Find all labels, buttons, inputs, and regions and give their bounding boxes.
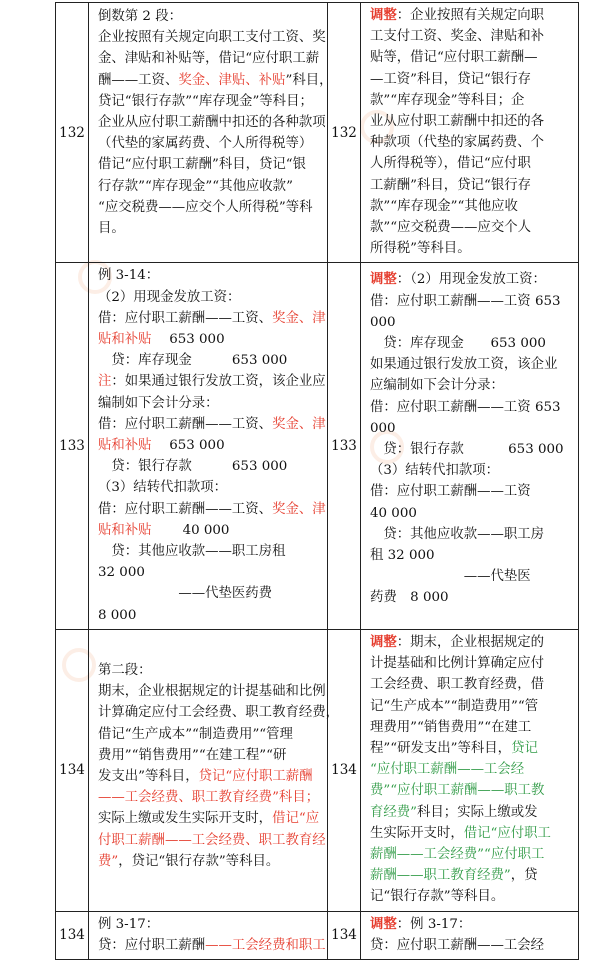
highlighted-text: 借记“应 — [272, 811, 320, 827]
text-line — [370, 460, 572, 481]
text-line — [370, 354, 572, 375]
adjustment-label: 调整 — [370, 633, 397, 650]
highlighted-text: 借记“应付职工 — [463, 825, 551, 841]
highlighted-text: 贴和补贴 — [98, 438, 152, 454]
highlighted-text: ——工会经费和职工 — [205, 937, 326, 953]
text-line — [370, 696, 572, 717]
text-line — [98, 414, 326, 435]
text-line — [370, 217, 572, 238]
revised-text-cell — [361, 263, 579, 629]
text-line — [98, 350, 321, 371]
text-line — [370, 759, 572, 780]
text-line — [370, 153, 572, 174]
text-line — [98, 456, 321, 477]
text-run: 金、津贴和补贴等，借记“应付职工薪 — [98, 51, 320, 67]
text-run: 记“生产成本”“制造费用”“管 — [370, 698, 539, 714]
text-run: 000 — [370, 314, 396, 330]
text-line — [98, 329, 321, 350]
highlighted-text: 注 — [98, 374, 112, 390]
adjustment-label: 调整 — [370, 7, 397, 23]
text-run: 贷：其他应收款——职工房租 — [98, 544, 286, 560]
text-line — [98, 91, 321, 112]
text-line — [370, 196, 572, 217]
text-run: 计算确定应付工会经费、职工教育经费， — [98, 705, 340, 721]
text-line — [370, 291, 572, 312]
text-run: 借：应付职工薪酬——工资 — [370, 484, 531, 500]
text-run: 记“银行存款”等科目。 — [370, 889, 505, 905]
text-run: 业从应付职工薪酬中扣还的各 — [370, 114, 545, 130]
text-run: 例 3-17： — [98, 916, 160, 932]
highlighted-text: 费”“应付职工薪酬——职工教 — [370, 783, 545, 799]
page-number-cell: 134 — [328, 629, 361, 911]
highlighted-text: 贷记 — [511, 740, 538, 756]
text-line — [370, 545, 572, 566]
highlighted-text: 薪酬——工会经费”“应付职工 — [370, 846, 545, 862]
text-run: 32 000 — [98, 565, 145, 581]
text-line — [370, 333, 572, 354]
text-run: 发支出”等科目， — [98, 768, 199, 784]
revised-text-cell — [361, 3, 579, 263]
text-run: “应交税费——应交个人所得税”等科 — [98, 199, 313, 215]
text-run: 653 000 — [151, 332, 225, 348]
text-run: 借：应付职工薪酬——工资 653 — [370, 293, 561, 309]
text-line — [98, 154, 321, 175]
text-run: 借：应付职工薪酬——工资 653 — [370, 399, 561, 415]
original-text-cell — [89, 263, 328, 629]
text-line — [98, 766, 321, 787]
text-run: 所得税”等科目。 — [370, 241, 471, 257]
highlighted-text: 薪酬——职工教育经费” — [370, 868, 511, 884]
text-line — [98, 914, 321, 935]
text-run: （代垫的家属药费、个人所得税等） — [98, 136, 313, 152]
text-run: 000 — [370, 420, 396, 436]
page-number-cell: 132 — [328, 3, 361, 263]
page-number-cell: 134 — [56, 911, 89, 959]
text-line — [98, 70, 333, 91]
text-line — [98, 787, 321, 808]
adjustment-label: 调整 — [370, 271, 397, 288]
text-line — [370, 418, 572, 439]
highlighted-text: 奖金、津 — [272, 416, 326, 432]
text-run: 理费用”“销售费用”“在建工 — [370, 719, 532, 735]
text-line — [370, 780, 572, 801]
text-line — [98, 371, 326, 392]
text-line — [370, 935, 572, 956]
text-line — [370, 397, 572, 418]
text-line — [370, 47, 572, 68]
text-run: 借记“生产成本”“制造费用”“管理 — [98, 726, 293, 742]
text-line — [98, 112, 326, 133]
text-run: 8 000 — [98, 607, 137, 623]
text-line — [370, 503, 572, 524]
table-row — [56, 911, 579, 959]
original-text-cell — [89, 629, 340, 911]
highlighted-text: 奖金、津贴、补贴 — [178, 72, 286, 88]
text-line — [98, 435, 321, 456]
text-run: 人所得税等），借记“应付职 — [370, 156, 531, 172]
text-run: 贷：应付职工薪酬——工会经 — [370, 937, 545, 953]
text-run: 653 000 — [151, 438, 225, 454]
text-line — [98, 6, 321, 27]
text-line — [370, 865, 572, 886]
adjustment-label: 调整 — [370, 915, 397, 932]
text-line — [98, 197, 321, 218]
highlighted-text: 贷记“应付职工薪酬 — [198, 768, 313, 784]
text-run: 借：应付职工薪酬——工资、 — [98, 310, 273, 326]
text-run: 例 3-14： — [98, 268, 160, 284]
text-run: ，贷记“银行存款”等科目。 — [118, 853, 280, 869]
text-line — [370, 90, 572, 111]
table-row — [56, 629, 579, 911]
text-line — [98, 808, 321, 829]
text-line — [370, 175, 572, 196]
text-run: 借记“应付职工薪酬”科目，贷记“银 — [98, 157, 307, 173]
text-run: 药费 8 000 — [370, 590, 449, 606]
text-run: 贷：银行存款 653 000 — [370, 442, 564, 458]
revised-text-cell — [361, 629, 579, 911]
page-number-cell: 132 — [56, 3, 89, 263]
highlighted-text: “应付职工薪酬——工会经 — [370, 762, 525, 778]
highlighted-text: 费” — [98, 853, 119, 869]
text-line — [370, 886, 572, 907]
text-line — [370, 312, 572, 333]
highlighted-text: 贴和补贴 — [98, 522, 152, 538]
text-run: 款”“库存现金”“其他应收 — [370, 198, 518, 214]
text-run: 倒数第 2 段： — [98, 9, 182, 24]
text-line — [370, 269, 572, 290]
text-line — [370, 802, 572, 823]
text-run: 贷：库存现金 653 000 — [98, 353, 288, 369]
text-line — [98, 724, 321, 745]
text-run: 目。 — [98, 221, 125, 237]
text-line — [98, 541, 321, 562]
text-run: ”科目， — [285, 72, 333, 88]
highlighted-text: 贴和补贴 — [98, 332, 152, 348]
text-run: 贴等，借记“应付职工薪酬— — [370, 50, 538, 66]
text-run: （3）结转代扣款项： — [370, 463, 500, 479]
text-run: 工薪酬”科目，贷记“银行存 — [370, 177, 531, 193]
table-row — [56, 3, 579, 263]
text-line — [370, 566, 572, 587]
text-line — [98, 27, 326, 48]
highlighted-text: 付职工薪酬——工会经费、职工教育经 — [98, 832, 326, 848]
text-run: ——代垫医药费 — [98, 586, 273, 602]
highlighted-text: 育经费” — [370, 804, 418, 820]
text-run: 实际上缴或发生实际开支时， — [98, 811, 273, 827]
original-text-cell — [89, 911, 328, 959]
text-run: 40 000 — [370, 505, 417, 521]
text-run: ：企业按照有关规定向职 — [396, 8, 545, 23]
text-line — [98, 830, 326, 851]
text-run: 种款项（代垫的家属药费、个 — [370, 135, 545, 151]
text-line — [98, 393, 321, 414]
table-row — [56, 263, 579, 629]
highlighted-text: 奖金、津 — [272, 310, 326, 326]
text-run: ，贷 — [510, 868, 538, 884]
text-run: 工支付工资、奖金、津贴和补 — [370, 29, 545, 45]
text-run: 如果通过银行发放工资，该企业 — [370, 357, 558, 373]
text-line — [370, 26, 572, 47]
revision-table — [55, 2, 579, 960]
text-run: ：如果通过银行发放工资，该企业应 — [111, 374, 326, 390]
text-run: 酬——工资、 — [98, 72, 179, 88]
text-run: 期末，企业根据规定的计提基础和比例 — [98, 684, 326, 700]
text-line — [98, 851, 321, 872]
text-line — [370, 132, 572, 153]
text-line — [370, 481, 572, 502]
text-line — [98, 176, 321, 197]
highlighted-text: 奖金、津 — [272, 501, 326, 517]
text-run: 借：应付职工薪酬——工资、 — [98, 416, 273, 432]
text-run: 借：应付职工薪酬——工资、 — [98, 501, 273, 517]
text-run: 程”“研发支出”等科目， — [370, 740, 512, 756]
revised-text-cell — [361, 911, 579, 959]
text-line — [370, 375, 572, 396]
text-line — [370, 587, 572, 608]
text-line — [370, 69, 572, 90]
text-run: ：期末，企业根据规定的 — [396, 634, 545, 650]
text-line — [370, 238, 572, 259]
text-line — [370, 717, 572, 738]
text-run: 行存款”“库存现金”“其他应收款” — [98, 178, 293, 194]
text-line — [98, 660, 321, 681]
page-number-cell: 133 — [56, 263, 89, 629]
text-run: ：（2）用现金发放工资： — [396, 272, 546, 288]
text-line — [370, 111, 572, 132]
text-line — [370, 439, 572, 460]
text-run: 款”“库存现金”等科目；企 — [370, 92, 525, 108]
text-run: ：例 3-17： — [396, 916, 472, 932]
text-line — [98, 308, 326, 329]
text-line — [98, 499, 326, 520]
text-line — [98, 133, 321, 154]
text-run: 第二段： — [98, 662, 152, 678]
text-line — [98, 681, 326, 702]
text-line — [98, 702, 340, 723]
text-run: 费用”“销售费用”“在建工程”“研 — [98, 747, 287, 763]
text-run: （3）结转代扣款项： — [98, 480, 228, 496]
text-line — [98, 562, 321, 583]
highlighted-text: ——工会经费、职工教育经费”科目； — [98, 790, 320, 806]
text-run: 租 32 000 — [370, 548, 435, 564]
text-line — [98, 265, 321, 286]
text-line — [98, 477, 321, 498]
text-run: ——代垫医 — [370, 569, 531, 585]
page-number-cell: 134 — [56, 629, 89, 911]
text-run: 贷：应付职工薪酬 — [98, 937, 206, 953]
text-line — [370, 524, 572, 545]
text-line — [370, 653, 572, 674]
text-line — [370, 738, 572, 759]
text-run: 应编制如下会计分录： — [370, 378, 504, 394]
text-line — [98, 605, 321, 626]
text-run: 生实际开支时， — [370, 825, 464, 841]
text-run: 贷记“银行存款”“库存现金”等科目； — [98, 93, 313, 109]
text-line — [370, 674, 572, 695]
text-run: 贷：银行存款 653 000 — [98, 459, 288, 475]
text-run: —工资”科目，贷记“银行存 — [370, 71, 531, 87]
text-run: 科目；实际上缴或发 — [417, 804, 538, 820]
text-line — [98, 287, 321, 308]
text-run: （2）用现金发放工资： — [98, 289, 241, 305]
text-run: 40 000 — [151, 522, 230, 538]
text-line — [98, 520, 321, 541]
text-line — [370, 5, 572, 26]
text-run: 款”“应交税费——应交个人 — [370, 220, 531, 236]
text-run: 企业按照有关规定向职工支付工资、奖 — [98, 30, 326, 46]
text-line — [98, 935, 326, 956]
page-number-cell: 133 — [328, 263, 361, 629]
text-run: 贷：其他应收款——职工房 — [370, 526, 545, 542]
text-line — [98, 583, 321, 604]
text-run: 企业从应付职工薪酬中扣还的各种款项 — [98, 115, 326, 131]
text-run: 计提基础和比例计算确定应付 — [370, 656, 545, 672]
text-line — [98, 218, 321, 239]
text-line — [370, 914, 572, 935]
text-line — [98, 48, 321, 69]
original-text-cell — [89, 3, 333, 263]
text-line — [98, 745, 321, 766]
text-line — [370, 823, 572, 844]
text-line — [370, 844, 572, 865]
text-run: 贷：库存现金 653 000 — [370, 336, 546, 352]
text-run: 工会经费、职工教育经费，借 — [370, 677, 545, 693]
text-line — [370, 632, 572, 653]
text-run: 编制如下会计分录： — [98, 395, 219, 411]
page-number-cell: 134 — [328, 911, 361, 959]
